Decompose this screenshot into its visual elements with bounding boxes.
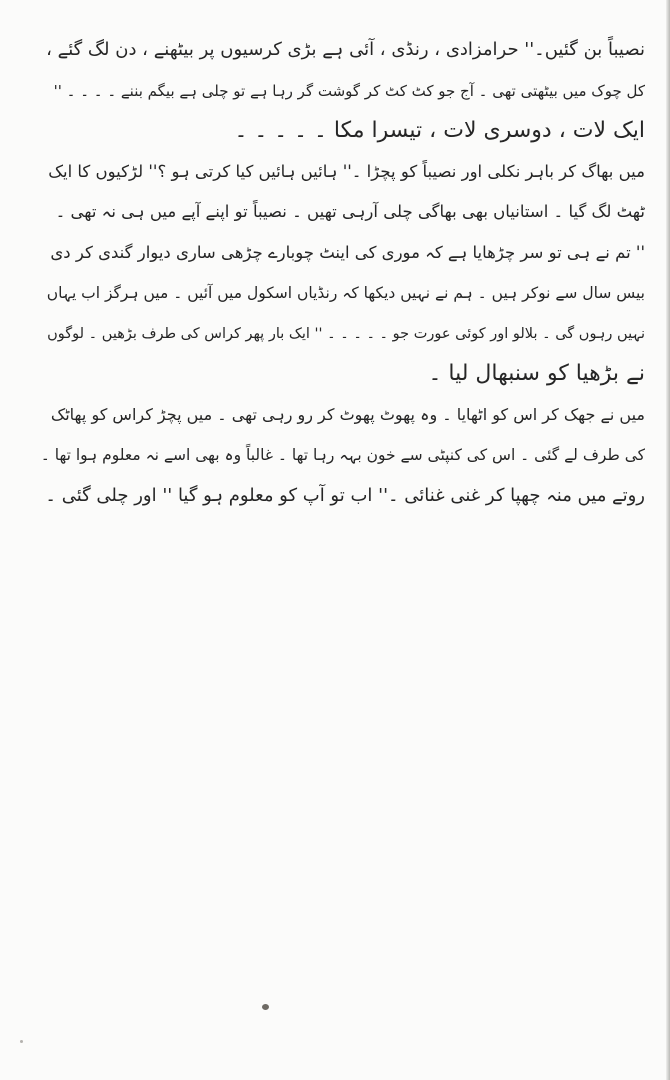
- text-line: نہیں رہوں گی ۔ بلالو اور کوئی عورت جو ۔ ۔ ۔ ۔ ۔ '' ایک بار پھر کراس کی طرف بڑھیں ۔ لوگوں: [47, 325, 645, 342]
- text-line: میں بھاگ کر باہر نکلی اور نصیباً کو پچڑا ۔'' ہائیں ہائیں کیا کرتی ہو ؟'' لڑکیوں کا ایک: [48, 161, 645, 181]
- urdu-text-body: [40, 30, 645, 516]
- text-line: روتے میں منہ چھپا کر غنی غنائی ۔'' اب تو آپ کو معلوم ہو گیا '' اور چلی گئی ۔: [45, 484, 645, 506]
- text-line: ٹھٹ لگ گیا ۔ استانیاں بھی بھاگی چلی آرہی تھیں ۔ نصیباً تو اپنے آپے میں ہی نہ تھی ۔: [55, 202, 645, 221]
- text-line: کی طرف لے گئی ۔ اس کی کنپٹی سے خون بہہ رہا تھا ۔ غالباً وہ بھی اسے نہ معلوم ہوا تھا ۔: [40, 446, 645, 464]
- text-line: نصیباً بن گئیں۔'' حرامزادی ، رنڈی ، آئی ہے بڑی کرسیوں پر بیٹھنے ، دن لگ گئے ،: [46, 39, 645, 60]
- text-line: '' تم نے ہی تو سر چڑھایا ہے کہ موری کی اینٹ چوبارے چڑھی ساری دیوار گندی کر دی: [50, 242, 645, 262]
- text-line: میں نے جھک کر اس کو اٹھایا ۔ وہ پھوٹ پھوٹ کر رو رہی تھی ۔ میں پچڑ کراس کو پھاٹک: [50, 404, 645, 424]
- text-line: نے بڑھیا کو سنبھال لیا ۔: [428, 361, 645, 386]
- paper-speck: [262, 1004, 269, 1010]
- text-line: کل چوک میں بیٹھتی تھی ۔ آج جو کٹ کٹ کر گوشت گر رہا ہے تو چلی ہے بیگم بننے ۔ ۔ ۔ ۔ '': [53, 81, 645, 100]
- text-line: ایک لات ، دوسری لات ، تیسرا مکا ۔ ۔ ۔ ۔ ۔: [234, 118, 645, 143]
- text-line: بیس سال سے نوکر ہیں ۔ ہم نے نہیں دیکھا کہ رنڈیاں اسکول میں آئیں ۔ میں ہرگز اب یہاں: [46, 284, 645, 302]
- page-edge-shadow: [666, 0, 670, 1080]
- paper-speck: [20, 1040, 23, 1043]
